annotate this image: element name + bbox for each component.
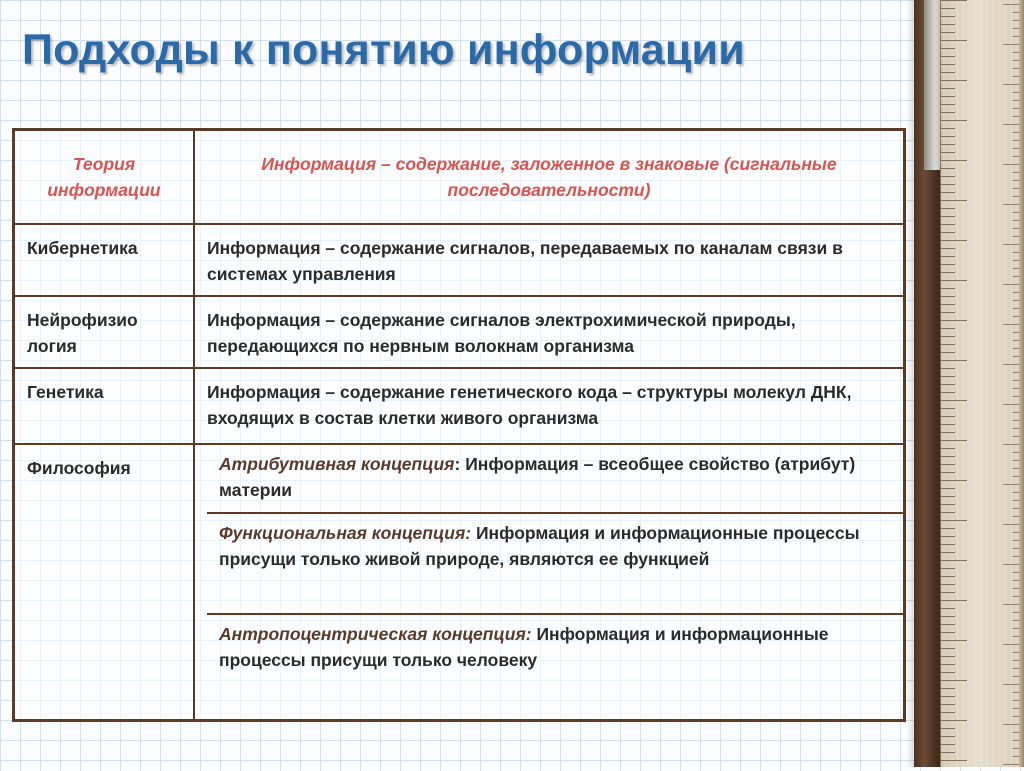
ruler-decoration [906,0,1024,767]
concept-anthropocentric [207,615,903,719]
concept-text: Информация и информационные процессы присущи только живой природе, являются ее функцией [219,523,860,569]
concept-text: Информация – всеобщее свойство (атрибут) материи [219,454,856,500]
row-text-cybernetics: Информация – содержание сигналов, передаваемых по каналам связи в системах управления [195,225,903,297]
concept-attributive [207,445,903,514]
approaches-table [12,128,906,722]
row-text-genetics: Информация – содержание генетического кода – структуры молекул ДНК, входящих в состав клетки живого организма [195,369,903,445]
header-left: Теория информации [15,131,195,225]
philosophy-concepts [195,445,903,719]
header-right: Информация – содержание, заложенное в знаковые (сигнальные последовательности) [195,131,903,225]
concept-name: Атрибутивная концепция [219,454,455,474]
row-text-neurophysiology: Информация – содержание сигналов электрохимической природы, передающихся по нервным волокнам организма [195,297,903,369]
concept-sep: : [454,454,461,474]
concept-name: Функциональная концепция: [219,523,472,543]
row-field-philosophy: Философия [15,445,195,719]
row-field-genetics: Генетика [15,369,195,445]
concept-functional [207,514,903,615]
page-title: Подходы к понятию информации [22,26,745,74]
row-field-cybernetics: Кибернетика [15,225,195,297]
concept-text: Информация и информационные процессы присущи только человеку [219,624,829,670]
row-field-neurophysiology: Нейрофизио логия [15,297,195,369]
concept-name: Антропоцентрическая концепция: [219,624,532,644]
